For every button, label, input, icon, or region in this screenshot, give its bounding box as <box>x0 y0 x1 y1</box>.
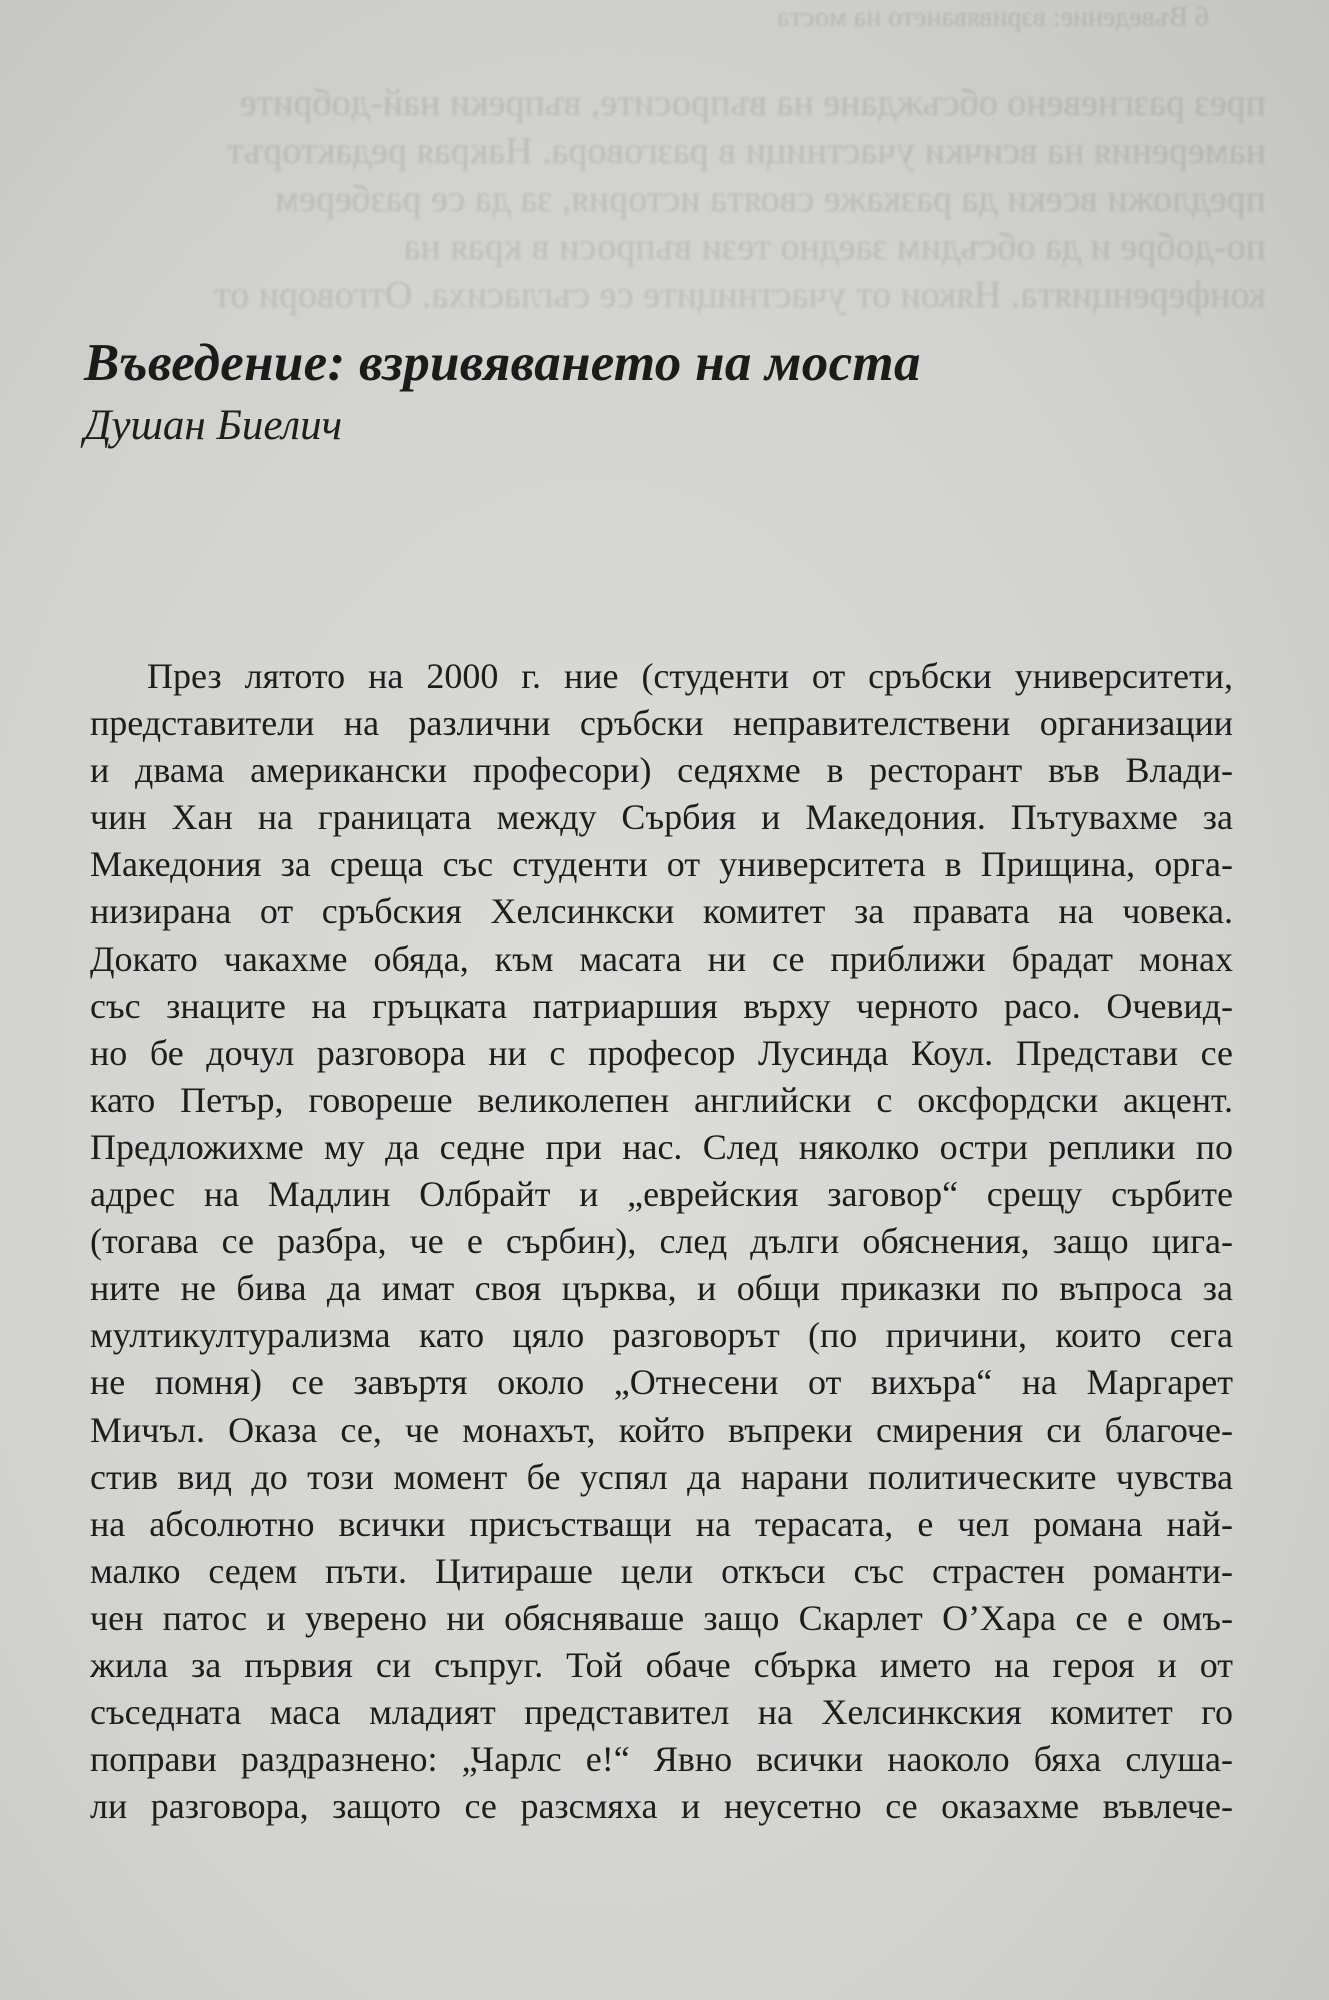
text-line: и двама американски професори) седяхме в ресторант във Влади- <box>90 750 1233 791</box>
text-line: Предложихме му да седне при нас. След няколко остри реплики по <box>90 1126 1233 1167</box>
text-line: съседната маса младият представител на Хелсинкския комитет го <box>90 1692 1233 1733</box>
text-line: чин Хан на границата между Сърбия и Македония. Пътувахме за <box>90 797 1233 838</box>
bleed-through-header: 6 Въведение: взривяването на моста <box>777 2 1209 33</box>
text-line: Мичъл. Оказа се, че монахът, който въпреки смирения си благоче- <box>90 1409 1233 1450</box>
bleed-through-line: по-добре и да обсъдим заедно тези въпроси в края на <box>403 226 1266 268</box>
text-line: като Петър, говореше великолепен английски с оксфордски акцент. <box>90 1079 1233 1120</box>
text-line: със знаците на гръцката патриаршия върху черното расо. Очевид- <box>90 985 1233 1026</box>
text-line: Докато чакахме обяда, към масата ни се приближи брадат монах <box>90 938 1233 979</box>
chapter-heading <box>84 332 1264 452</box>
text-line: не помня) се завъртя около „Отнесени от вихъра“ на Маргарет <box>90 1362 1233 1403</box>
text-line: стив вид до този момент бе успял да нарани политическите чувства <box>90 1456 1233 1497</box>
bleed-through-line: конференцията. Някои от участниците се съгласиха. Отговори от <box>214 274 1266 316</box>
text-line: Македония за среща със студенти от университета в Прищина, орга- <box>90 844 1233 885</box>
text-line: но бе дочул разговора ни с професор Лусинда Коул. Представи се <box>90 1032 1233 1073</box>
bleed-through-line: намерения на всички участници в разговора. Накрая редакторът <box>227 130 1266 172</box>
text-line: ните не бива да имат своя църква, и общи приказки по въпроса за <box>90 1268 1233 1309</box>
text-line: ли разговора, защото се разсмяха и неусетно се оказахме въвлече- <box>90 1786 1233 1827</box>
text-line: на абсолютно всички присъстващи на терасата, е чел романа най- <box>90 1503 1233 1544</box>
text-line: малко седем пъти. Цитираше цели откъси със страстен романти- <box>90 1550 1233 1591</box>
body-paragraph <box>90 653 1233 1830</box>
chapter-author: Душан Биелич <box>84 402 343 449</box>
text-line: (тогава се разбра, че е сърбин), след дълги обяснения, защо цига- <box>90 1221 1233 1262</box>
text-line: поправи раздразнено: „Чарлс е!“ Явно всички наоколо бяха слуша- <box>90 1739 1233 1780</box>
bleed-through-line: през разгневено обсъждане на въпросите, въпреки най-добрите <box>239 82 1266 124</box>
chapter-title: Въведение: взривяването на моста <box>84 334 921 392</box>
text-line: адрес на Мадлин Олбрайт и „еврейския заговор“ срещу сърбите <box>90 1174 1233 1215</box>
text-line: мултикултурализма като цяло разговорът (по причини, които сега <box>90 1315 1233 1356</box>
text-line: През лятото на 2000 г. ние (студенти от сръбски университети, <box>147 656 1233 696</box>
bleed-through-line: предложи всеки да разкаже своята история, за да се разберем <box>275 178 1266 220</box>
text-line: чен патос и уверено ни обясняваше защо Скарлет О’Хара се е омъ- <box>90 1597 1233 1638</box>
text-line: низирана от сръбския Хелсинкски комитет за правата на човека. <box>90 891 1233 932</box>
text-line: жила за първия си съпруг. Той обаче сбърка името на героя и от <box>90 1644 1233 1685</box>
text-line: представители на различни сръбски неправителствени организации <box>90 703 1233 744</box>
